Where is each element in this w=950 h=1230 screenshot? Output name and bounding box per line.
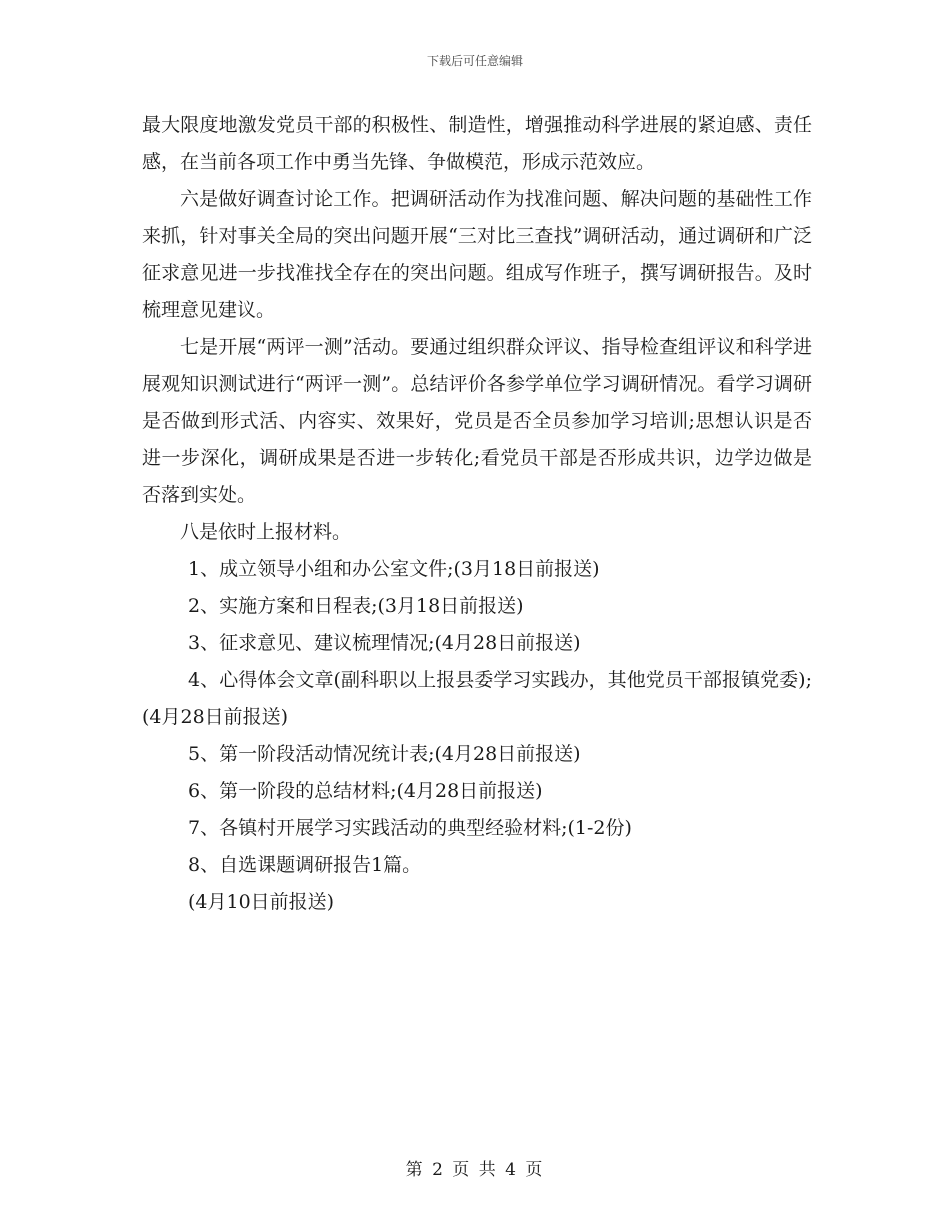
- list-item: 4、心得体会文章(副科职以上报县委学习实践办，其他党员干部报镇党委);(4月28日前报送): [142, 669, 812, 728]
- list-item: 1、成立领导小组和办公室文件;(3月18日前报送): [188, 558, 600, 580]
- paragraph-evaluation: 七是开展“两评一测”活动。要通过组织群众评议、指导检查组评议和科学进展观知识测试进行“两评一测”。总结评价各参学单位学习调研情况。看学习调研是否做到形式活、内容实、效果好，党员是否全员参加学习培训;思想认识是否进一步深化，调研成果是否进一步转化;看党员干部是否形成共识，边学边做是否落到实处。: [142, 336, 812, 506]
- paragraph-research: 六是做好调查讨论工作。把调研活动作为找准问题、解决问题的基础性工作来抓，针对事关全局的突出问题开展“三对比三查找”调研活动，通过调研和广泛征求意见进一步找准找全存在的突出问题。组成写作班子，撰写调研报告。及时梳理意见建议。: [142, 188, 812, 321]
- paragraph-submit-materials: 八是依时上报材料。: [180, 521, 352, 543]
- document-body: [142, 107, 812, 921]
- paragraph-continuation: 最大限度地激发党员干部的积极性、制造性，增强推动科学进展的紧迫感、责任感，在当前各项工作中勇当先锋、争做模范，形成示范效应。: [142, 114, 812, 173]
- list-item: 5、第一阶段活动情况统计表;(4月28日前报送): [188, 743, 581, 765]
- list-item: 3、征求意见、建议梳理情况;(4月28日前报送): [188, 632, 581, 654]
- page-footer: 第 2 页 共 4 页: [405, 1160, 545, 1180]
- list-item: 6、第一阶段的总结材料;(4月28日前报送): [188, 780, 543, 802]
- list-item: 2、实施方案和日程表;(3月18日前报送): [188, 595, 524, 617]
- list-item: (4月10日前报送): [188, 891, 335, 913]
- list-item: 8、自选课题调研报告1篇。: [188, 854, 422, 876]
- page-header: 下载后可任意编辑: [426, 54, 523, 68]
- list-item: 7、各镇村开展学习实践活动的典型经验材料;(1-2份): [188, 817, 632, 839]
